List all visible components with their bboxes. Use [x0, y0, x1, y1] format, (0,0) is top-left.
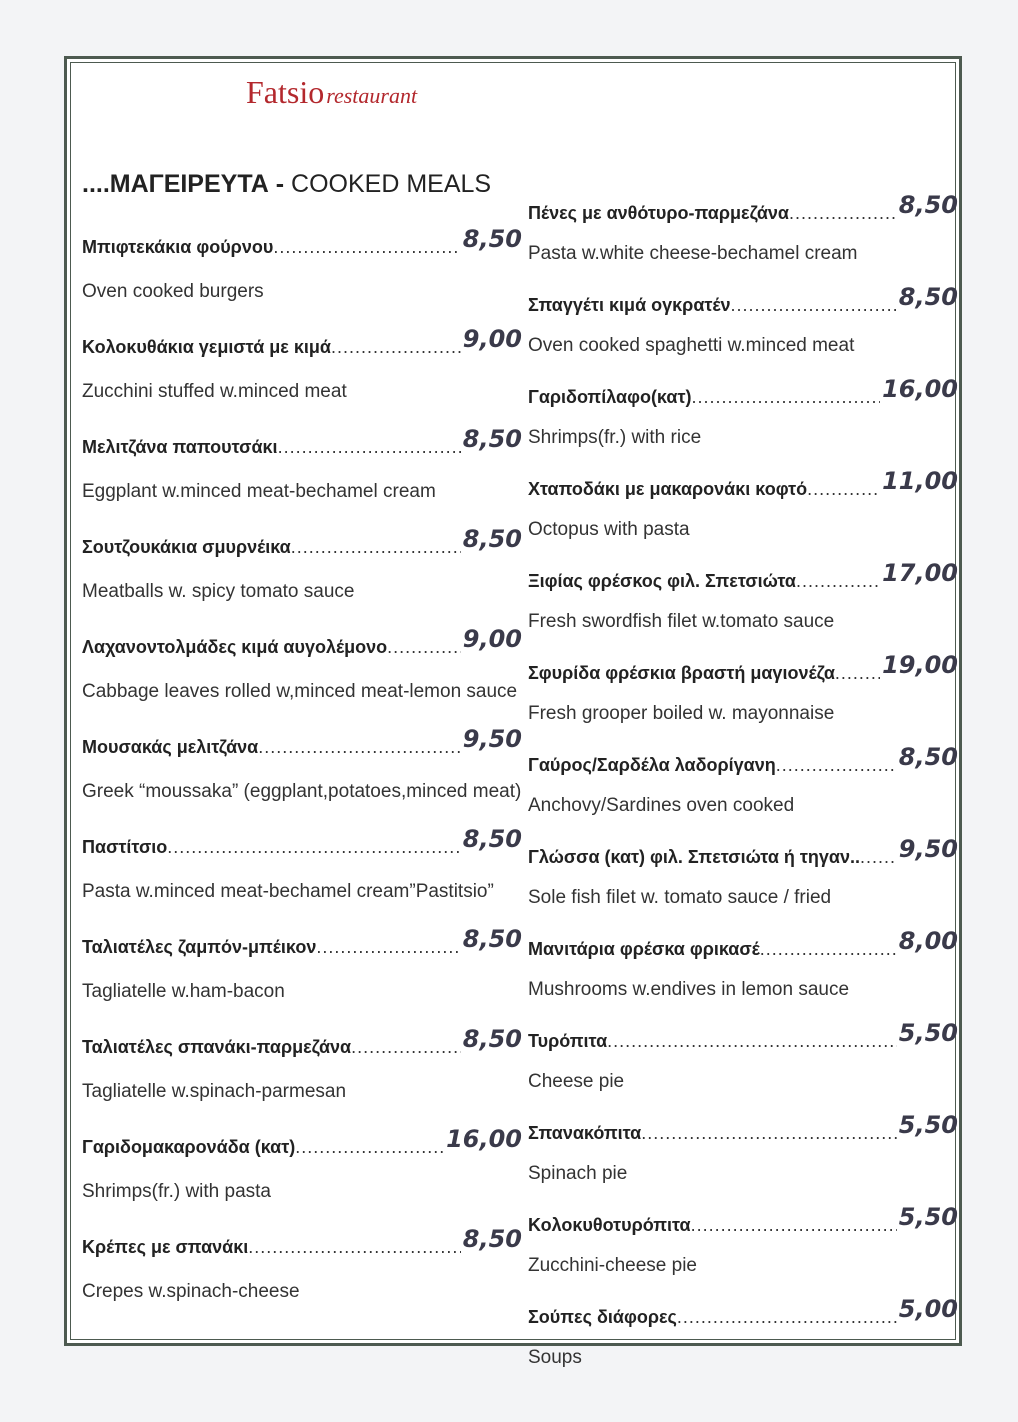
menu-item [528, 652, 958, 730]
dish-description: Sole fish filet w. tomato sauce / fried [528, 887, 832, 908]
dish-price: 5,50 [898, 1019, 958, 1047]
dish-name: Χταποδάκι με μακαρονάκι κοφτό [528, 479, 808, 499]
menu-item [82, 726, 522, 808]
dish-name: Κολοκυθοτυρόπιτα [528, 1215, 691, 1235]
menu-item [528, 192, 958, 270]
dish-price: 8,50 [898, 283, 958, 311]
menu-item [528, 744, 958, 822]
dot-leader [248, 1237, 461, 1258]
dish-price: 8,50 [462, 525, 522, 553]
dish-price: 16,00 [446, 1125, 522, 1153]
dish-price: 8,50 [462, 1025, 522, 1053]
dot-leader [835, 663, 880, 684]
dot-leader [295, 1137, 444, 1158]
dish-description: Cabbage leaves rolled w,minced meat-lemon sauce [82, 681, 518, 702]
dish-description: Spinach pie [528, 1163, 628, 1184]
dish-name: Μπιφτεκάκια φούρνου [82, 237, 274, 257]
dish-name: Ταλιατέλες ζαμπόν-μπέικον [82, 937, 317, 957]
dot-leader [731, 295, 897, 316]
dot-leader [316, 937, 460, 958]
dish-description: Tagliatelle w.spinach-parmesan [82, 1081, 347, 1102]
dish-price: 8,50 [462, 925, 522, 953]
menu-item-heading [528, 1020, 958, 1052]
menu-item-heading [528, 744, 958, 776]
menu-item-heading [82, 326, 522, 358]
dish-description: Cheese pie [528, 1071, 625, 1092]
dish-price: 8,00 [898, 927, 958, 955]
menu-item [82, 326, 522, 408]
menu-item [528, 1020, 958, 1098]
dot-leader [807, 479, 880, 500]
menu-item [528, 468, 958, 546]
dish-description: Meatballs w. spicy tomato sauce [82, 581, 355, 602]
menu-item-heading [82, 1226, 522, 1258]
menu-item [528, 1112, 958, 1190]
dish-description: Fresh swordfish filet w.tomato sauce [528, 611, 835, 632]
dot-leader [691, 1215, 897, 1236]
menu-item-heading [82, 826, 522, 858]
menu-item-heading [528, 652, 958, 684]
menu-item-heading [528, 560, 958, 592]
dot-leader [641, 1123, 897, 1144]
menu-item [528, 836, 958, 914]
menu-item [82, 626, 522, 708]
menu-item [82, 1226, 522, 1308]
dish-price: 11,00 [882, 467, 958, 495]
menu-item [82, 926, 522, 1008]
restaurant-logo [246, 74, 417, 111]
logo-brand: Fatsio [246, 74, 325, 110]
dot-leader [677, 1307, 897, 1328]
dish-description: Crepes w.spinach-cheese [82, 1281, 300, 1302]
menu-item [82, 526, 522, 608]
menu-item-heading [528, 1112, 958, 1144]
dish-price: 9,00 [462, 325, 522, 353]
menu-item-heading [528, 1296, 958, 1328]
dish-price: 5,00 [898, 1295, 958, 1323]
menu-item-heading [528, 928, 958, 960]
dish-description: Pasta w.white cheese-bechamel cream [528, 243, 858, 264]
dish-price: 8,50 [898, 743, 958, 771]
dish-name: Τυρόπιτα [528, 1031, 608, 1051]
dish-price: 17,00 [882, 559, 958, 587]
dish-price: 5,50 [898, 1111, 958, 1139]
section-heading [82, 170, 491, 199]
dish-name: Σπαγγέτι κιμά ογκρατέν [528, 295, 731, 315]
menu-item [82, 1126, 522, 1208]
menu-item [528, 560, 958, 638]
dish-name: Σφυρίδα φρέσκια βραστή μαγιονέζα [528, 663, 835, 683]
dish-name: Γαύρος/Σαρδέλα λαδορίγανη [528, 755, 776, 775]
dish-description: Shrimps(fr.) with rice [528, 427, 702, 448]
dish-description: Shrimps(fr.) with pasta [82, 1181, 271, 1202]
dish-name: Γλώσσα (κατ) φιλ. Σπετσιώτα ή τηγαν.. [528, 847, 861, 867]
dish-description: Pasta w.minced meat-bechamel cream”Pastitsio” [82, 881, 494, 902]
menu-item [82, 826, 522, 908]
dot-leader [789, 203, 897, 224]
dish-name: Κρέπες με σπανάκι [82, 1237, 249, 1257]
menu-item-heading [82, 1126, 522, 1158]
dish-price: 9,00 [462, 625, 522, 653]
dish-description: Tagliatelle w.ham-bacon [82, 981, 285, 1002]
dish-price: 8,50 [898, 191, 958, 219]
dot-leader [387, 637, 461, 658]
menu-item-heading [528, 468, 958, 500]
dish-description: Zucchini stuffed w.minced meat [82, 381, 347, 402]
dish-name: Γαριδομακαρονάδα (κατ) [82, 1137, 296, 1157]
dot-leader [291, 537, 461, 558]
menu-item-heading [82, 626, 522, 658]
dish-name: Ταλιατέλες σπανάκι-παρμεζάνα [82, 1037, 352, 1057]
dish-description: Oven cooked spaghetti w.minced meat [528, 335, 855, 356]
menu-item-heading [82, 726, 522, 758]
dish-description: Fresh grooper boiled w. mayonnaise [528, 703, 835, 724]
dish-price: 8,50 [462, 1225, 522, 1253]
heading-greek: ....ΜΑΓΕΙΡΕΥΤΑ - [82, 170, 285, 198]
dot-leader [331, 337, 461, 358]
dish-price: 5,50 [898, 1203, 958, 1231]
dish-description: Mushrooms w.endives in lemon sauce [528, 979, 850, 1000]
dish-name: Πένες με ανθότυρο-παρμεζάνα [528, 203, 789, 223]
dish-name: Γαριδοπίλαφο(κατ) [528, 387, 692, 407]
menu-item [82, 226, 522, 308]
menu-item-heading [528, 192, 958, 224]
menu-item-heading [82, 526, 522, 558]
dish-price: 8,50 [462, 225, 522, 253]
dish-price: 16,00 [882, 375, 958, 403]
dish-name: Σουτζουκάκια σμυρνέικα [82, 537, 291, 557]
dish-description: Anchovy/Sardines oven cooked [528, 795, 795, 816]
dish-description: Eggplant w.minced meat-bechamel cream [82, 481, 436, 502]
menu-column-right [528, 192, 958, 1388]
menu-item-heading [528, 376, 958, 408]
logo-subtitle: restaurant [326, 83, 418, 108]
dot-leader [258, 737, 461, 758]
dish-name: Μανιτάρια φρέσκα φρικασέ [528, 939, 760, 959]
dish-price: 9,50 [462, 725, 522, 753]
dot-leader [351, 1037, 461, 1058]
dish-name: Μελιτζάνα παπουτσάκι [82, 437, 278, 457]
dish-description: Octopus with pasta [528, 519, 690, 540]
dot-leader [273, 237, 460, 258]
dish-name: Ξιφίας φρέσκος φιλ. Σπετσιώτα [528, 571, 796, 591]
menu-item [82, 426, 522, 508]
dish-name: Μουσακάς μελιτζάνα [82, 737, 259, 757]
dish-name: Κολοκυθάκια γεμιστά με κιμά [82, 337, 331, 357]
dot-leader [860, 847, 897, 868]
dish-description: Greek “moussaka” (eggplant,potatoes,minced meat) [82, 781, 522, 802]
dot-leader [278, 437, 461, 458]
menu-item-heading [82, 926, 522, 958]
menu-item [82, 1026, 522, 1108]
dish-description: Soups [528, 1347, 582, 1368]
menu-item-heading [528, 284, 958, 316]
menu-item [528, 1296, 958, 1374]
dish-description: Oven cooked burgers [82, 281, 264, 302]
dish-price: 9,50 [898, 835, 958, 863]
menu-item [528, 376, 958, 454]
dot-leader [607, 1031, 897, 1052]
dish-price: 8,50 [462, 425, 522, 453]
dish-name: Λαχανοντολμάδες κιμά αυγολέμονο [82, 637, 388, 657]
menu-column-left [82, 226, 522, 1326]
dish-name: Σπανακόπιτα [528, 1123, 642, 1143]
menu-item [528, 928, 958, 1006]
dish-description: Zucchini-cheese pie [528, 1255, 697, 1276]
dish-price: 19,00 [882, 651, 958, 679]
menu-item-heading [528, 836, 958, 868]
menu-item-heading [82, 1026, 522, 1058]
menu-item [528, 284, 958, 362]
dish-name: Παστίτσιο [82, 837, 168, 857]
menu-item-heading [82, 426, 522, 458]
dot-leader [691, 387, 880, 408]
dot-leader [760, 939, 897, 960]
menu-item [528, 1204, 958, 1282]
dot-leader [776, 755, 897, 776]
dish-price: 8,50 [462, 825, 522, 853]
menu-item-heading [82, 226, 522, 258]
heading-english: COOKED MEALS [291, 170, 492, 198]
dot-leader [167, 837, 461, 858]
menu-item-heading [528, 1204, 958, 1236]
dish-name: Σούπες διάφορες [528, 1307, 677, 1327]
dot-leader [796, 571, 880, 592]
